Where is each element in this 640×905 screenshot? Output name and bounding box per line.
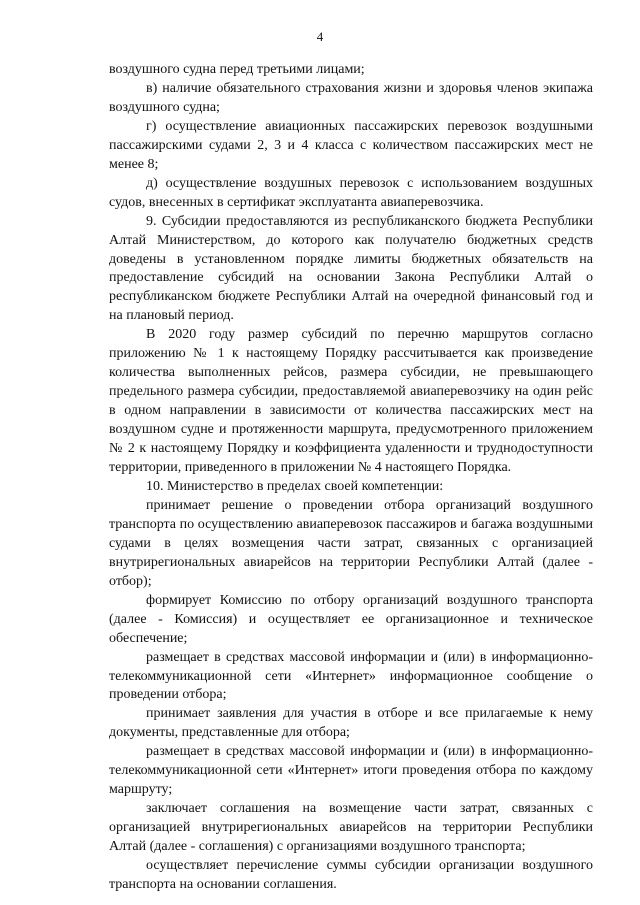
paragraph-duty-applications: принимает заявления для участия в отборе и все прилагаемые к нему документы, представленные для отбора; [109, 706, 593, 741]
paragraph-item-d: д) осуществление воздушных перевозок с использованием воздушных судов, внесенных в сертификат эксплуатанта авиаперевозчика. [109, 175, 593, 210]
paragraph-duty-announcement: размещает в средствах массовой информации и (или) в информационно-телекоммуникационной сети «Интернет» информационное сообщение о проведении отбора; [109, 649, 593, 703]
paragraph-duty-transfer: осуществляет перечисление суммы субсидии организации воздушного транспорта на основании соглашения. [109, 858, 593, 892]
paragraph-item-v: в) наличие обязательного страхования жизни и здоровья членов экипажа воздушного судна; [109, 80, 593, 115]
paragraph-duty-commission: формирует Комиссию по отбору организаций воздушного транспорта (далее - Комиссия) и осуществляет ее организационное и техническое обеспечение; [109, 592, 593, 646]
paragraph-duty-results: размещает в средствах массовой информации и (или) в информационно-телекоммуникационной сети «Интернет» итоги проведения отбора по каждому маршруту; [109, 744, 593, 798]
paragraph-duty-decision: принимает решение о проведении отбора организаций воздушного транспорта по осуществлению авиаперевозок пассажиров и багажа воздушными судами в целях возмещения части затрат, связанных с организацией внутрирегиональных авиарейсов на территории Республики Алтай (далее - отбор); [109, 497, 593, 589]
paragraph-continuation: воздушного судна перед третьими лицами; [109, 62, 365, 77]
paragraph-item-g: г) осуществление авиационных пассажирских перевозок воздушными пассажирскими судами 2, 3 и 4 класса с количеством пассажирских мест не менее 8; [109, 118, 593, 172]
paragraph-duty-agreements: заключает соглашения на возмещение части затрат, связанных с организацией внутрирегиональных авиарейсов на территории Республики Алтай (далее - соглашения) с организациями воздушного транспорта; [109, 801, 593, 855]
paragraph-subsidy-2020: В 2020 году размер субсидий по перечню маршрутов согласно приложению № 1 к настоящему Порядку рассчитывается как произведение количества выполненных рейсов, размера субсидии, не превышающего предельного размера субсидии, предоставляемой авиаперевозчику на один рейс в одном направлении в зависимости от количества пассажирских мест на воздушном судне и протяженности маршрута, предусмотренного приложением № 2 к настоящему Порядку и коэффициента удаленности и труднодоступности территории, приведенного в приложении № 4 настоящего Порядка. [109, 327, 593, 476]
page-number: 4 [316, 29, 324, 44]
document-body [109, 61, 593, 895]
paragraph-clause-9: 9. Субсидии предоставляются из республиканского бюджета Республики Алтай Министерством, до которого как получателю бюджетных средств доведены в установленном порядке лимиты бюджетных обязательств на предоставление субсидий на основании Закона Республики Алтай о республиканском бюджете Республики Алтай на очередной финансовый год и на плановый период. [109, 213, 593, 324]
paragraph-clause-10: 10. Министерство в пределах своей компетенции: [146, 478, 444, 494]
